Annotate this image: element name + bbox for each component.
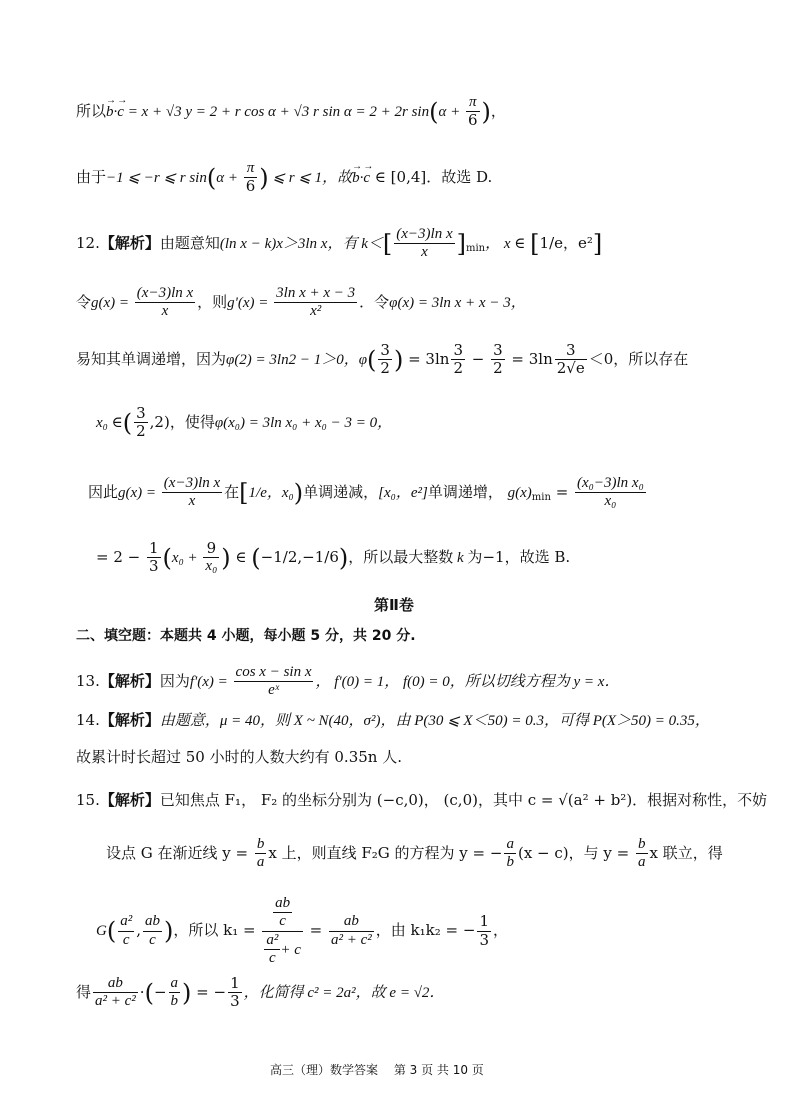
q12-tag: 【解析】 bbox=[99, 233, 160, 252]
q15-l4-b2: b bbox=[170, 993, 179, 1010]
q11-l2-mid: −1 ⩽ −r ⩽ r sin bbox=[106, 169, 207, 186]
q12-l6-h: ，故选 B. bbox=[504, 547, 571, 566]
q12-l6-nine: 9 bbox=[203, 540, 219, 558]
q12-l6-a: = 2 − bbox=[96, 547, 145, 566]
q15-l3-f: = bbox=[304, 921, 327, 939]
q12-l6-d: −1/2,−1/6 bbox=[260, 547, 339, 566]
q11-text: 所以 bbox=[76, 101, 107, 120]
q14-label: 14. bbox=[76, 711, 100, 729]
q13-label: 13. bbox=[76, 671, 100, 690]
q12-l2-c: ．令 bbox=[359, 292, 390, 311]
q12-l3-e: − bbox=[466, 349, 490, 368]
q12-l2-b: ，则 bbox=[197, 292, 228, 311]
q12-line-1: 12.【解析】由题意知(ln x − k)x＞3ln x，有 k＜[ $\frac{\text{(x−3)ln x}}{x}$ ]$_{min}$， x ∈ [1/e，e²] bbox=[76, 226, 603, 261]
q12-l6-three: 3 bbox=[148, 557, 159, 576]
part-2-title: 二、填空题：本题共 4 小题，每小题 5 分，共 20 分. bbox=[76, 628, 416, 644]
q12-l3-two-b: 2 bbox=[453, 359, 463, 378]
q15-l2-c2: a bbox=[638, 854, 646, 871]
q12-l5-d: 单调递增， bbox=[427, 482, 503, 501]
q12-line-2 bbox=[76, 285, 526, 321]
q11-formula: = x + √3 y = 2 + r cos α + √3 r sin α = 2 + 2r sin bbox=[123, 103, 430, 120]
q15-l2-b: b bbox=[255, 836, 267, 854]
q12-l4-b: ,2)，使得 bbox=[149, 412, 215, 431]
q15-line-1 bbox=[76, 793, 767, 808]
q15-l3-j: 3 bbox=[479, 930, 489, 949]
q12-l3-root-e: 2√e bbox=[556, 359, 585, 378]
q12-l2-den: x bbox=[161, 303, 169, 320]
q12-l3-d: = 3ln bbox=[403, 349, 450, 368]
q11-l2-six: 6 bbox=[245, 177, 256, 196]
q12-l6-b: x₀ + bbox=[171, 549, 202, 566]
q12-l6-c: ∈ bbox=[230, 547, 252, 566]
q12-l2-phi: φ(x) = 3ln x + x − 3， bbox=[389, 294, 526, 311]
q15-l4-a: 得 bbox=[76, 982, 92, 1001]
q12-l5-den: x bbox=[188, 493, 196, 510]
q11-l2-pi: π bbox=[244, 160, 258, 178]
q15-l3-b: a² bbox=[118, 913, 134, 931]
q15-l4-d: ，化简得 c² = 2a²，故 e = √2． bbox=[243, 984, 445, 1001]
q13-den: eˣ bbox=[268, 682, 279, 699]
q12-l5-int1: 1/e，x₀ bbox=[248, 484, 294, 501]
q12-label: 12. bbox=[76, 233, 100, 252]
q12-l2-num: (x−3)ln x bbox=[135, 285, 195, 303]
q15-l4-b: · bbox=[139, 982, 145, 1001]
q15-label: 15. bbox=[76, 791, 100, 809]
q15-l3-i: 1 bbox=[479, 912, 489, 931]
q12-l3-three-a: 3 bbox=[380, 341, 390, 359]
q12-line-5: 因此g(x) = $\frac{\text{(x−3)ln x}}{x}$ 在[1/e，x₀)单调递减，[x₀，e²]单调递增， $g(x)_{min}$ = $\frac{\text{(x₀−3)ln x₀}}{\text{x₀}}$ bbox=[88, 475, 644, 510]
q11-l2-alpha: α + bbox=[216, 169, 242, 186]
q15-l3-k: ， bbox=[492, 921, 508, 939]
q15-l3-h: ，由 k₁k₂ = − bbox=[375, 921, 476, 939]
q12-l1-c: ， x ∈ bbox=[485, 235, 526, 252]
q12-l3-three-d: 3 bbox=[555, 342, 587, 360]
q12-l3-a: 易知其单调递增，因为 bbox=[76, 349, 227, 368]
q12-l4-a: x₀ ∈ bbox=[96, 414, 123, 431]
q12-l2-a: 令 bbox=[76, 292, 92, 311]
q15-l4-one: 1 bbox=[230, 974, 240, 992]
q11-l2-prefix: 由于 bbox=[76, 167, 107, 186]
q15-line-3: G( $\frac{\text{a²}}{c}$ , $\frac{ab}{c}$ )，所以 k₁ = $\frac{ab}{c}$ $\frac{\text{a²}}{c}$ + c = $\frac{ab}{\text{a² + c²}}$ ，由 k₁k₂ = − $\frac{1}{3}$ ， bbox=[96, 895, 508, 966]
q12-l5-min: min bbox=[531, 491, 551, 503]
q12-l5-c: 单调递减， bbox=[303, 482, 379, 501]
q15-l3-plusc: + c bbox=[280, 941, 301, 958]
q12-l2-num2: 3ln x + x − 3 bbox=[274, 285, 357, 303]
q12-l2-g: g(x) = bbox=[91, 294, 133, 311]
q14-line-2: 故累计时长超过 50 小时的人数大约有 0.35n 人. bbox=[76, 748, 402, 766]
q12-line-3: 易知其单调递增，因为φ(2) = 3ln2 − 1＞0，φ( $\frac{3}{2}$ ) = 3ln $\frac{3}{2}$ − $\frac{3}{2}$ = 3ln $\frac{3}{2√e}$ ＜0，所以存在 bbox=[76, 341, 689, 378]
q12-l4-three: 3 bbox=[136, 404, 146, 422]
q12-l2-gp: g'(x) = bbox=[227, 294, 273, 311]
q12-l3-three-c: 3 bbox=[493, 341, 503, 359]
q13-num: cos x − sin x bbox=[234, 664, 314, 682]
q12-l1-num: (x−3)ln x bbox=[394, 226, 454, 244]
q15-l2-b2: b bbox=[636, 836, 648, 854]
q15-l3-nest-c: c bbox=[279, 913, 286, 930]
q15-l4-three: 3 bbox=[230, 992, 240, 1011]
q12-l3-two-a: 2 bbox=[380, 359, 390, 378]
q12-l3-f: = 3ln bbox=[506, 349, 553, 368]
q12-l6-x0: x₀ bbox=[205, 558, 218, 575]
q15-l3-nest-ab: ab bbox=[273, 895, 292, 913]
q15-l3-nest-c2: c bbox=[269, 949, 276, 966]
q12-l3-c: φ bbox=[358, 351, 368, 368]
q15-l3-nest-a2: a² bbox=[264, 932, 280, 950]
q14-line-1 bbox=[76, 713, 710, 729]
q12-l1-int: 1/e，e² bbox=[539, 233, 593, 252]
q12-l3-g: ＜0，所以存在 bbox=[588, 349, 689, 368]
q11-l2-set: ∈ [0,4]．故选 D. bbox=[370, 167, 493, 186]
page-footer: 高三（理）数学答案 第 3 页 共 10 页 bbox=[270, 1063, 484, 1077]
q15-line-2 bbox=[106, 836, 723, 872]
q12-l5-eq: = bbox=[550, 482, 574, 501]
q13-line bbox=[76, 664, 619, 700]
q11-line-2: 由于−1 ⩽ −r ⩽ r sin(α + $\frac{\pi}{6}$ ) ⩽ r ⩽ 1，故→ b·→ c ∈ [0,4]．故选 D. bbox=[76, 160, 492, 196]
q12-line-4: x₀ ∈( $\frac{3}{2}$ ,2)，使得φ(x₀) = 3ln x₀ + x₀ − 3 = 0， bbox=[96, 404, 393, 441]
q12-l5-g: g(x) = bbox=[118, 484, 160, 501]
q15-l2-e: a bbox=[504, 836, 516, 854]
q12-l5-b: 在 bbox=[224, 482, 240, 501]
q12-l6-k: k bbox=[453, 549, 468, 566]
q15-l4-den: a² + c² bbox=[95, 993, 136, 1010]
q12-l3-two-c: 2 bbox=[493, 359, 503, 378]
q12-l5-num: (x−3)ln x bbox=[162, 475, 222, 493]
q12-l6-g: −1 bbox=[482, 547, 505, 566]
q12-l6-one: 1 bbox=[148, 539, 159, 557]
q15-l3-a: G bbox=[96, 923, 107, 939]
q11-six: 6 bbox=[467, 111, 478, 130]
q15-l3-e: ，所以 k₁ = bbox=[173, 921, 261, 939]
q11-alpha: α + bbox=[438, 103, 464, 120]
q13-a: 因为 bbox=[159, 671, 190, 690]
q13-fp: f'(x) = bbox=[189, 673, 232, 690]
q11-pi: π bbox=[466, 94, 480, 112]
q13-tag: 【解析】 bbox=[99, 671, 160, 690]
q12-l5-int2: [x₀，e²] bbox=[378, 484, 428, 501]
q13-c: y = x． bbox=[569, 673, 620, 690]
q12-l6-e: ，所以最大整数 bbox=[348, 547, 454, 566]
q15-l4-ab: ab bbox=[93, 975, 138, 993]
q15-l2-d: x 上，则直线 F₂G 的方程为 y = − bbox=[268, 843, 503, 862]
q12-l1-den: x bbox=[421, 244, 428, 261]
q12-l3-three-b: 3 bbox=[453, 341, 463, 359]
q15-l3-c2: c bbox=[149, 931, 156, 948]
q13-b: ， f'(0) = 1， f(0) = 0，所以切线方程为 bbox=[315, 673, 570, 690]
q12-l5-a: 因此 bbox=[88, 482, 119, 501]
q12-l2-den2: x² bbox=[310, 303, 322, 320]
q12-l5-num2: (x₀−3)ln x₀ bbox=[575, 475, 646, 493]
q12-line-6: = 2 − $\frac{1}{3}$ (x₀ + $\frac{9}{\text{x₀}}$ ) ∈ (−1/2,−1/6)，所以最大整数 k 为−1，故选 B. bbox=[96, 539, 571, 576]
q14-tag: 【解析】 bbox=[99, 711, 160, 729]
q11-l2-tail: ⩽ r ⩽ 1，故 bbox=[268, 169, 353, 186]
q11-line-1: 所以→ b·→ c = x + √3 y = 2 + r cos α + √3 r sin α = 2 + 2r sin(α + $\frac{\pi}{6}$ )， bbox=[76, 94, 506, 130]
q12-l1-b: (ln x − k)x＞3ln x，有 k＜ bbox=[219, 235, 383, 252]
q15-l2-h: x 联立，得 bbox=[649, 843, 723, 862]
q11-tail: ， bbox=[490, 101, 506, 120]
q12-l5-gmin: g(x) bbox=[507, 484, 532, 501]
q12-l3-b: φ(2) = 3ln2 − 1＞0， bbox=[226, 351, 359, 368]
q15-l3-g: a² + c² bbox=[331, 931, 372, 948]
q15-l3-d: ab bbox=[143, 913, 162, 931]
q15-l3-ab: ab bbox=[329, 913, 374, 931]
q15-l2-g: (x − c)，与 y = bbox=[517, 843, 634, 862]
q12-l6-f: 为 bbox=[467, 547, 483, 566]
q15-tag: 【解析】 bbox=[99, 791, 160, 809]
q12-l4-two: 2 bbox=[136, 422, 146, 441]
q15-l1-a: 已知焦点 F₁， F₂ 的坐标分别为 (−c,0)， (c,0)，其中 c = √(a² + b²)．根据对称性，不妨 bbox=[159, 791, 768, 809]
section-title: 第Ⅱ卷 bbox=[374, 596, 414, 614]
q12-l5-den2: x₀ bbox=[604, 493, 617, 510]
q15-l2-c: a bbox=[256, 854, 265, 871]
q15-l2-f: b bbox=[506, 854, 514, 871]
q15-l4-c: = − bbox=[191, 982, 227, 1001]
q12-l1-a: 由题意知 bbox=[159, 233, 220, 252]
q12-l1-min: min bbox=[466, 242, 486, 254]
q15-l3-c: c bbox=[122, 931, 130, 948]
q14-a: 由题意，μ = 40，则 X ~ N(40，σ²)，由 P(30 ⩽ X＜50) = 0.3，可得 P(X＞50) = 0.35， bbox=[159, 713, 710, 729]
q15-l4-a2: a bbox=[169, 975, 181, 993]
q12-l4-c: φ(x₀) = 3ln x₀ + x₀ − 3 = 0， bbox=[214, 414, 393, 431]
q15-l2-a: 设点 G 在渐近线 y = bbox=[106, 843, 253, 862]
q15-line-4: 得 $\frac{ab}{\text{a² + c²}}$ ·(− $\frac{a}{b}$ ) = − $\frac{1}{3}$ ，化简得 c² = 2a²，故 e = √2． bbox=[76, 974, 445, 1011]
